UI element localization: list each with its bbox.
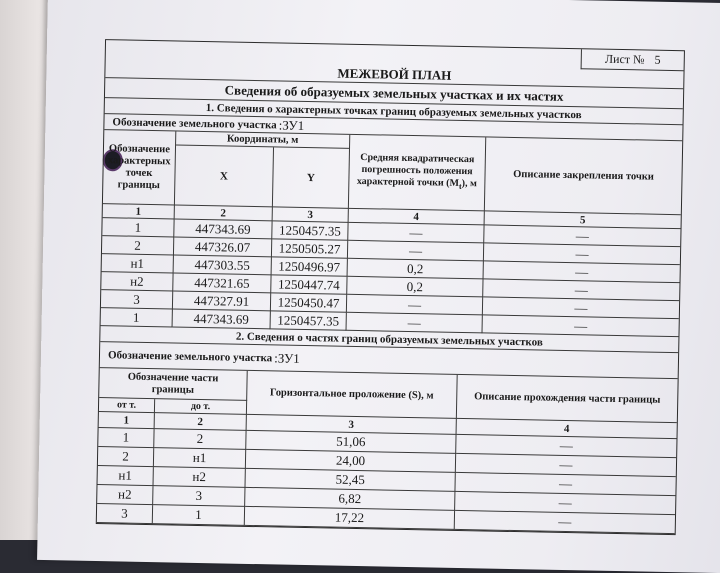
segment-description: — (456, 454, 676, 477)
segment-description: — (456, 435, 676, 458)
point-y: 1250457.35 (271, 311, 347, 330)
parcel-label: Обозначение земельного участка (112, 115, 277, 131)
point-y: 1250496.97 (272, 257, 348, 276)
point-x: 447343.69 (173, 309, 271, 329)
segment-description: — (455, 492, 675, 515)
document-page (37, 0, 720, 573)
col-header-y: Y (273, 147, 350, 208)
col-header-part: Обозначение части границы (99, 368, 248, 401)
document-subtitle: Сведения об образуемых земельных участках и их частях (105, 78, 683, 109)
parcel-label: Обозначение земельного участка (107, 348, 273, 364)
point-fixing: — (483, 279, 679, 301)
col-number: 3 (273, 207, 349, 222)
point-x: 447326.07 (174, 237, 272, 257)
sheet-number-box (581, 49, 684, 71)
point-accuracy: — (348, 241, 484, 262)
point-name: н1 (102, 254, 174, 273)
segment-to: 1 (153, 505, 245, 526)
col-number: 4 (457, 419, 677, 439)
point-name: н2 (101, 272, 173, 291)
col-header-description: Описание прохождения части границы (457, 375, 678, 423)
segment-to: н2 (153, 467, 245, 488)
section2-title: 2. Сведения о частях границ образуемых земельных участков (100, 326, 678, 353)
segment-length: 17,22 (245, 507, 455, 530)
segment-description: — (455, 511, 675, 534)
section1-title: 1. Сведения о характерных точках границ образуемых земельных участков (105, 98, 683, 125)
col-number: 4 (349, 209, 485, 226)
col-number: 1 (99, 412, 155, 429)
segment-length: 24,00 (246, 450, 456, 473)
segment-from: 1 (98, 428, 154, 448)
col-header-accuracy: Средняя квадратическая погрешность положения характерной точки $(M_t)$, м (349, 135, 486, 212)
part-boundaries-table (97, 368, 678, 534)
point-y: 1250457.35 (272, 221, 348, 240)
point-fixing: — (484, 261, 680, 283)
point-fixing: — (484, 225, 680, 247)
point-x: 447303.55 (174, 255, 272, 275)
point-x: 447327.91 (173, 291, 271, 311)
col-header-coordinates: Координаты, м (176, 131, 350, 148)
col-header-fixing: Описание закрепления точки (485, 137, 682, 215)
col-number: 5 (485, 211, 681, 229)
col-header-x: X (175, 145, 274, 207)
col-number: 1 (103, 204, 175, 219)
boundary-points-table (101, 130, 683, 337)
point-fixing: — (482, 315, 678, 337)
col-number: 3 (247, 415, 457, 435)
segment-to: 3 (153, 486, 245, 507)
point-y: 1250450.47 (271, 293, 347, 312)
col-header-point: Обозначение характерных точек границы (103, 130, 176, 205)
point-y: 1250447.74 (271, 275, 347, 294)
segment-from: н2 (97, 485, 153, 505)
mezhevoy-plan-sheet (96, 39, 685, 535)
segment-to: н1 (154, 448, 246, 469)
parcel-id: :ЗУ1 (274, 349, 300, 366)
point-accuracy: — (347, 295, 483, 316)
point-name: 3 (101, 290, 173, 309)
segment-from: 3 (97, 504, 153, 524)
col-header-from: от т. (99, 398, 155, 413)
point-y: 1250505.27 (272, 239, 348, 258)
point-accuracy: — (347, 313, 483, 334)
segment-from: 2 (98, 447, 154, 467)
segment-description: — (455, 473, 675, 496)
sheet-number-label: Лист № (604, 51, 645, 67)
point-x: 447343.69 (174, 219, 272, 239)
point-name: 2 (102, 236, 174, 255)
point-accuracy: — (348, 223, 484, 244)
parcel-id: :ЗУ1 (278, 116, 305, 133)
col-number: 2 (155, 413, 247, 431)
col-number: 2 (175, 205, 273, 221)
point-fixing: — (483, 297, 679, 319)
segment-from: н1 (98, 466, 154, 486)
point-name: 1 (102, 218, 174, 237)
segment-length: 52,45 (245, 469, 455, 492)
col-header-to: до т. (155, 399, 247, 415)
point-accuracy: 0,2 (348, 259, 484, 280)
document-title: МЕЖЕВОЙ ПЛАН (105, 60, 683, 89)
segment-to: 2 (154, 429, 246, 450)
segment-length: 6,82 (245, 488, 455, 511)
point-name: 1 (101, 308, 173, 327)
point-fixing: — (484, 243, 680, 265)
col-header-horizontal: Горизонтальное проложение (S), м (247, 371, 458, 419)
point-accuracy: 0,2 (347, 277, 483, 298)
point-x: 447321.65 (173, 273, 271, 293)
segment-length: 51,06 (246, 431, 456, 454)
sheet-number-value: 5 (654, 52, 661, 67)
